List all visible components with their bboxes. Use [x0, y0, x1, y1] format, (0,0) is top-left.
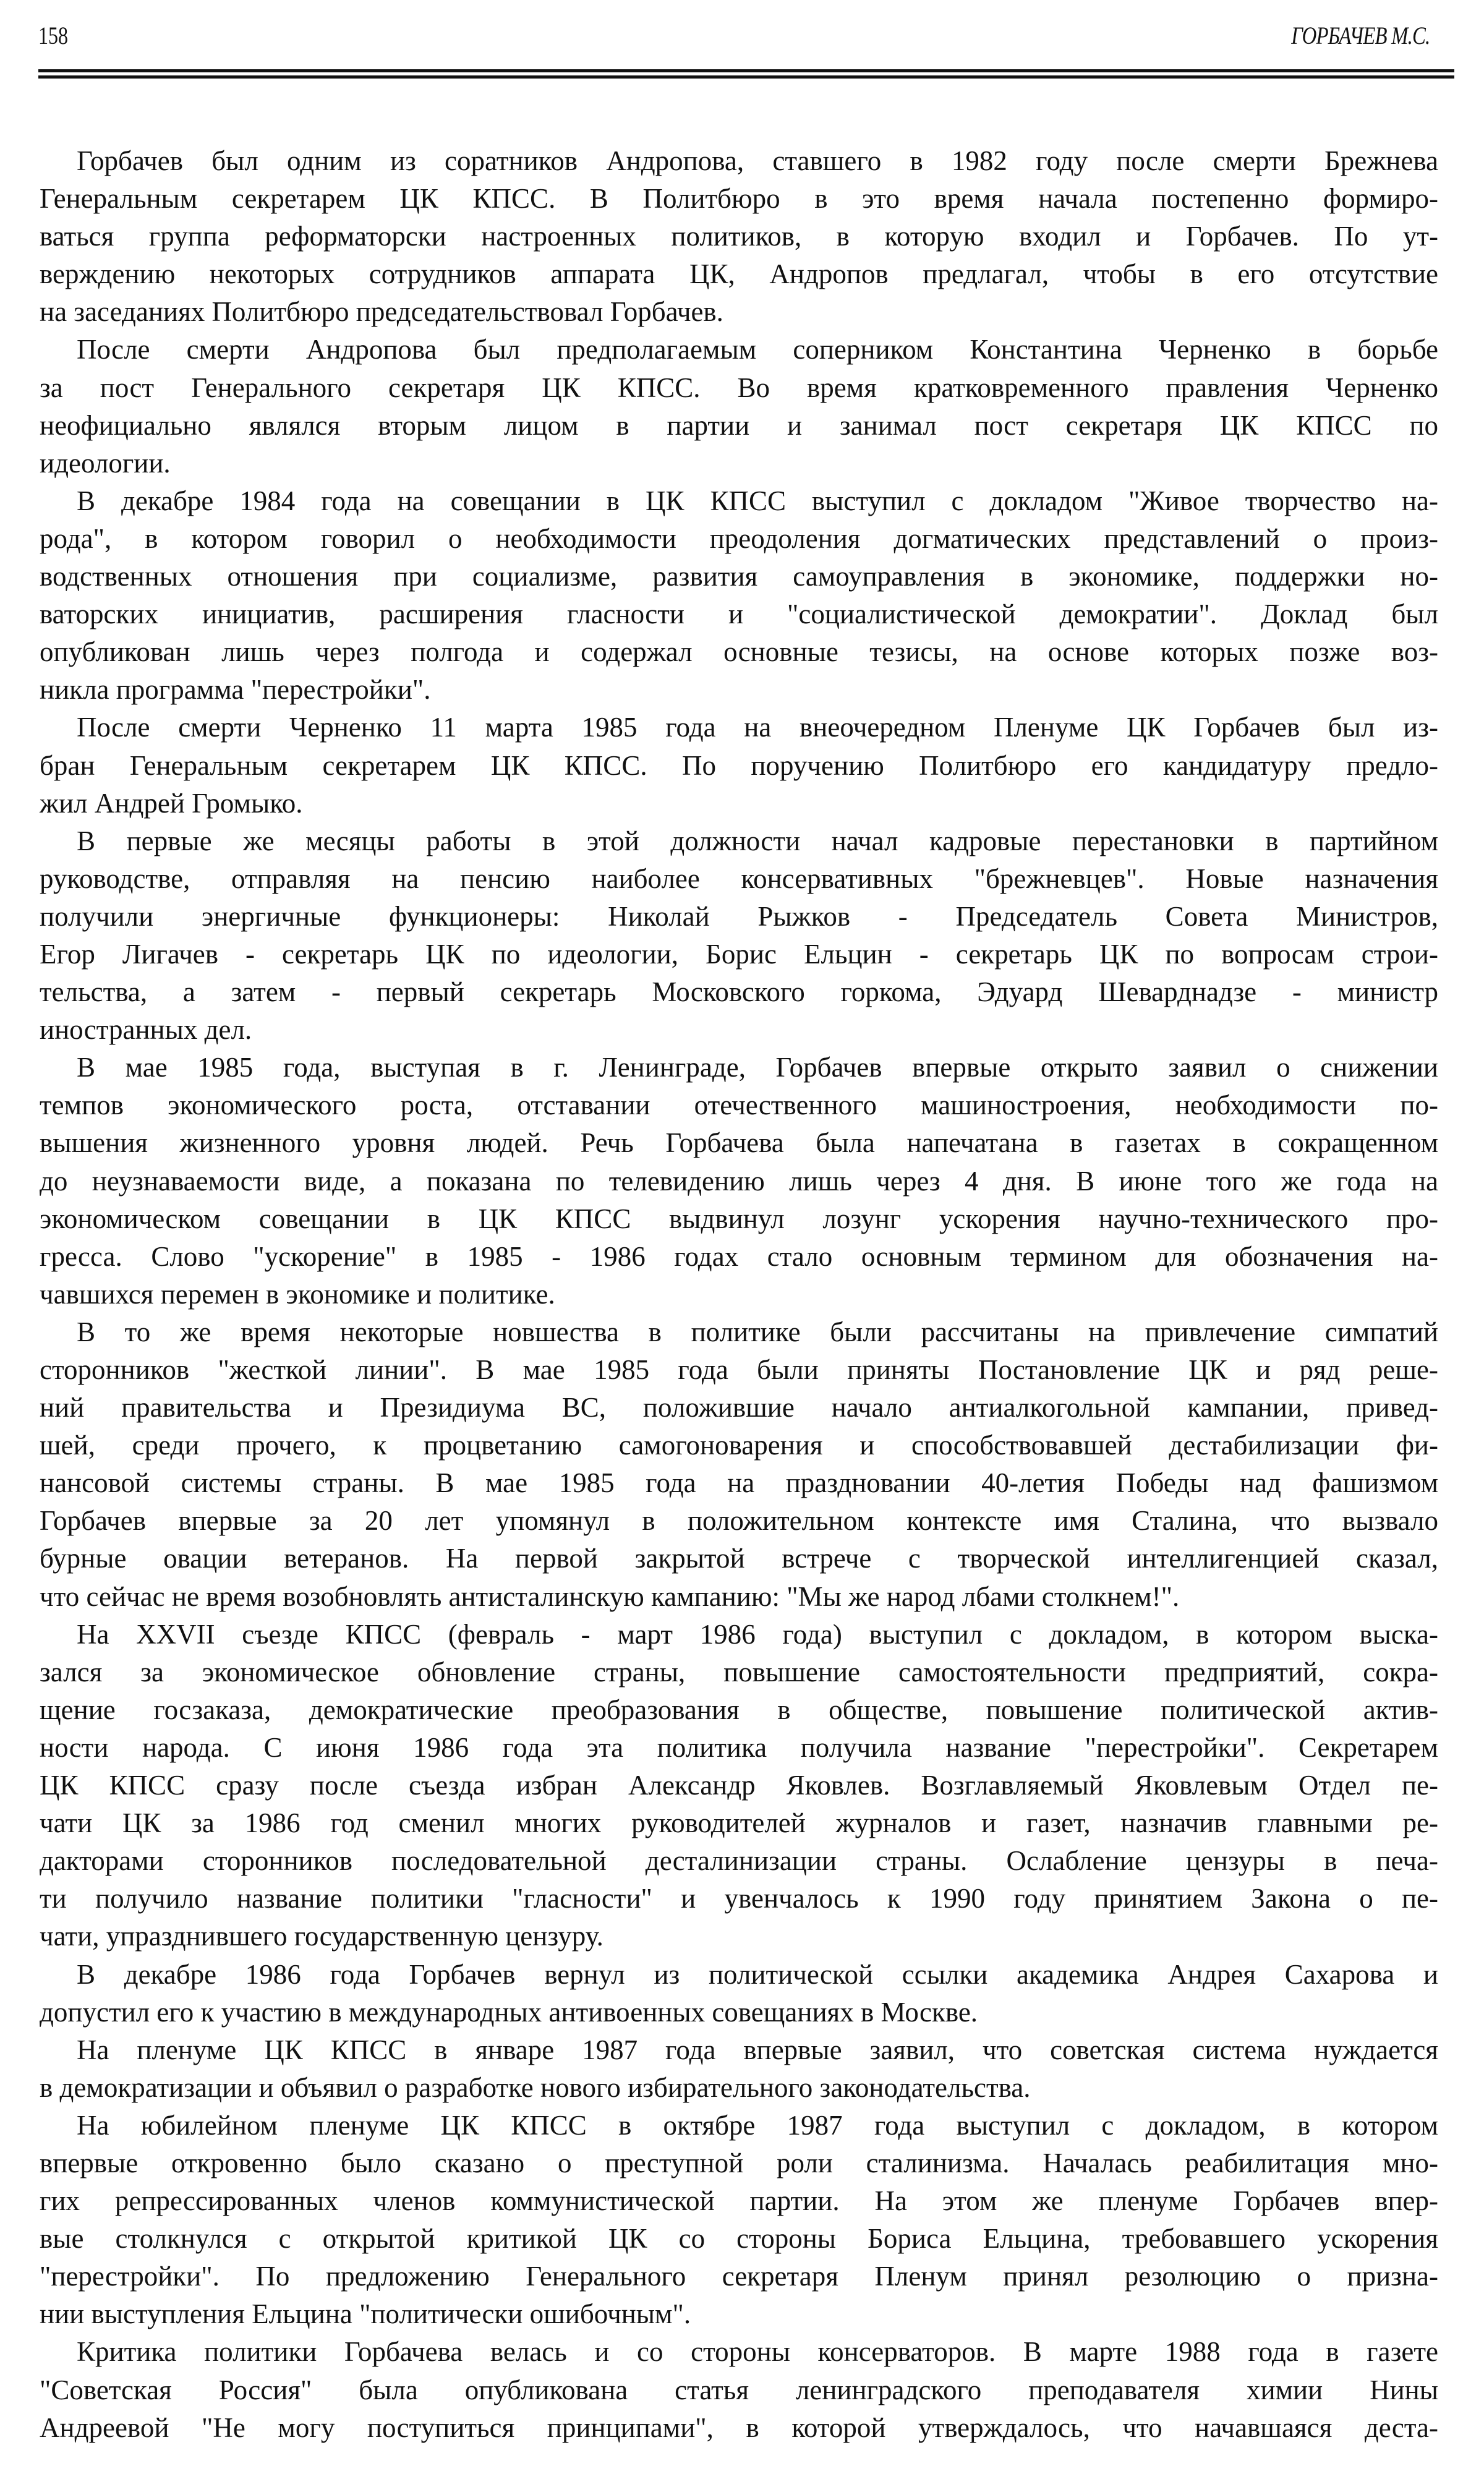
text-line: Горбачев был одним из соратников Андропова, ставшего в 1982 году после смерти Брежнева — [77, 145, 1438, 176]
text-line: В то же время некоторые новшества в политике были рассчитаны на привлечение симпатий — [77, 1316, 1438, 1347]
text-line: бурные овации ветеранов. На первой закрытой встрече с творческой интеллигенцией сказал, — [40, 1543, 1438, 1574]
paragraph — [40, 709, 1438, 822]
text-line: ваться группа реформаторски настроенных политиков, в которую входил и Горбачев. По ут- — [40, 221, 1438, 252]
text-line: В мае 1985 года, выступая в г. Ленинграде, Горбачев впервые открыто заявил о снижении — [77, 1052, 1438, 1083]
text-line: Генеральным секретарем ЦК КПСС. В Политбюро в это время начала постепенно формиро- — [40, 183, 1438, 215]
text-line: дакторами сторонников последовательной десталинизации страны. Ослабление цензуры в печа- — [40, 1845, 1438, 1877]
text-line: ваторских инициатив, расширения гласности и "социалистической демократии". Доклад был — [40, 599, 1438, 630]
paragraph — [40, 331, 1438, 482]
text-line: чавшихся перемен в экономике и политике. — [40, 1278, 555, 1310]
text-line: темпов экономического роста, отставании отечественного машиностроения, необходимости по- — [40, 1090, 1438, 1121]
running-title: ГОРБАЧЕВ М.С. — [1290, 22, 1430, 49]
text-line: "перестройки". По предложению Генерального секретаря Пленум принял резолюцию о призна- — [40, 2261, 1438, 2292]
text-line: чати ЦК за 1986 год сменил многих руководителей журналов и газет, назначив главными ре- — [40, 1807, 1438, 1839]
text-line: Критика политики Горбачева велась и со стороны консерваторов. В марте 1988 года в газете — [77, 2336, 1438, 2368]
text-line: На XXVII съезде КПСС (февраль - март 1986 года) выступил с докладом, в котором выска- — [77, 1618, 1438, 1650]
text-line: нии выступления Ельцина "политически ошибочным". — [40, 2298, 691, 2330]
text-line: руководстве, отправляя на пенсию наиболее консервативных "брежневцев". Новые назначения — [40, 863, 1438, 894]
text-line: до неузнаваемости виде, а показана по телевидению лишь через 4 дня. В июне того же года на — [40, 1165, 1438, 1197]
text-line: ЦК КПСС сразу после съезда избран Александр Яковлев. Возглавляемый Яковлевым Отдел пе- — [40, 1770, 1438, 1801]
text-line: жил Андрей Громыко. — [40, 787, 303, 819]
text-line: за пост Генерального секретаря ЦК КПСС. Во время кратковременного правления Черненко — [40, 372, 1438, 403]
paragraph — [40, 1956, 1438, 2031]
paragraph — [40, 482, 1438, 709]
text-line: опубликован лишь через полгода и содержал основные тезисы, на основе которых позже воз- — [40, 636, 1438, 668]
text-line: тельства, а затем - первый секретарь Московского горкома, Эдуард Шеварднадзе - министр — [40, 976, 1438, 1008]
text-line: После смерти Андропова был предполагаемым соперником Константина Черненко в борьбе — [77, 334, 1438, 365]
text-line: ти получило название политики "гласности" и увенчалось к 1990 году принятием Закона о пе- — [40, 1883, 1438, 1914]
text-line: водственных отношения при социализме, развития самоуправления в экономике, поддержки но- — [40, 561, 1438, 592]
paragraph — [40, 1049, 1438, 1313]
text-line: Андреевой "Не могу поступиться принципами", в которой утверждалось, что начавшаяся деста- — [40, 2412, 1438, 2443]
text-line: на заседаниях Политбюро председательствовал Горбачев. — [40, 296, 723, 328]
text-line: идеологии. — [40, 447, 171, 479]
text-line: В декабре 1984 года на совещании в ЦК КПСС выступил с докладом "Живое творчество на- — [77, 485, 1438, 516]
text-line: сторонников "жесткой линии". В мае 1985 года были приняты Постановление ЦК и ряд реше- — [40, 1354, 1438, 1385]
text-line: гресса. Слово "ускорение" в 1985 - 1986 годах стало основным термином для обозначения на- — [40, 1240, 1438, 1272]
text-line: верждению некоторых сотрудников аппарата ЦК, Андропов предлагал, чтобы в его отсутствие — [40, 258, 1438, 290]
text-line: рода", в котором говорил о необходимости преодоления догматических представлений о произ- — [40, 523, 1438, 554]
text-line: вышения жизненного уровня людей. Речь Горбачева была напечатана в газетах в сокращенном — [40, 1127, 1438, 1159]
paragraph — [40, 2107, 1438, 2334]
text-line: получили энергичные функционеры: Николай Рыжков - Председатель Совета Министров, — [40, 900, 1438, 932]
text-line: После смерти Черненко 11 марта 1985 года на внеочередном Пленуме ЦК Горбачев был из- — [77, 712, 1438, 743]
text-line: "Советская Россия" была опубликована статья ленинградского преподавателя химии Нины — [40, 2374, 1438, 2405]
header-rule-top — [38, 69, 1454, 72]
text-line: В декабре 1986 года Горбачев вернул из политической ссылки академика Андрея Сахарова и — [77, 1958, 1438, 1990]
paragraph — [40, 2333, 1438, 2446]
paragraph — [40, 1616, 1438, 1956]
text-line: В первые же месяцы работы в этой должности начал кадровые перестановки в партийном — [77, 825, 1438, 856]
text-line: щение госзаказа, демократические преобразования в обществе, повышение политической актив- — [40, 1694, 1438, 1725]
paragraph — [40, 822, 1438, 1049]
text-line: никла программа "перестройки". — [40, 674, 431, 706]
paragraph — [40, 2031, 1438, 2107]
paragraph — [40, 1313, 1438, 1616]
text-line: гих репрессированных членов коммунистической партии. На этом же пленуме Горбачев впер- — [40, 2185, 1438, 2217]
text-line: иностранных дел. — [40, 1014, 252, 1046]
body-text — [40, 142, 1438, 2447]
text-line: ности народа. С июня 1986 года эта политика получила название "перестройки". Секретарем — [40, 1731, 1438, 1763]
text-line: шей, среди прочего, к процветанию самогоноварения и способствовавшей дестабилизации фи- — [40, 1430, 1438, 1461]
text-line: впервые откровенно было сказано о преступной роли сталинизма. Началась реабилитация мно- — [40, 2147, 1438, 2178]
text-line: На пленуме ЦК КПСС в январе 1987 года впервые заявил, что советская система нуждается — [77, 2034, 1438, 2065]
text-line: неофициально являлся вторым лицом в партии и занимал пост секретаря ЦК КПСС по — [40, 409, 1438, 441]
text-line: Егор Лигачев - секретарь ЦК по идеологии, Борис Ельцин - секретарь ЦК по вопросам строи- — [40, 938, 1438, 970]
text-line: экономическом совещании в ЦК КПСС выдвинул лозунг ускорения научно-технического про- — [40, 1203, 1438, 1234]
text-line: На юбилейном пленуме ЦК КПСС в октябре 1987 года выступил с докладом, в котором — [77, 2109, 1438, 2141]
text-line: Горбачев впервые за 20 лет упомянул в положительном контексте имя Сталина, что вызвало — [40, 1505, 1438, 1537]
text-line: ний правительства и Президиума ВС, положившие начало антиалкогольной кампании, привед- — [40, 1392, 1438, 1423]
text-line: в демократизации и объявил о разработке нового избирательного законодательства. — [40, 2072, 1031, 2103]
text-line: что сейчас не время возобновлять антисталинскую кампанию: "Мы же народ лбами столкнем!". — [40, 1581, 1180, 1612]
header-rule-bottom — [38, 75, 1454, 79]
text-line: вые столкнулся с открытой критикой ЦК со стороны Бориса Ельцина, требовавшего ускорения — [40, 2223, 1438, 2255]
text-line: нансовой системы страны. В мае 1985 года на праздновании 40-летия Победы над фашизмом — [40, 1467, 1438, 1499]
text-line: бран Генеральным секретарем ЦК КПСС. По поручению Политбюро его кандидатуру предло- — [40, 749, 1438, 781]
text-line: зался за экономическое обновление страны, повышение самостоятельности предприятий, сокра- — [40, 1656, 1438, 1688]
paragraph — [40, 142, 1438, 331]
text-line: допустил его к участию в международных антивоенных совещаниях в Москве. — [40, 1996, 978, 2028]
text-line: чати, упразднившего государственную цензуру. — [40, 1921, 603, 1952]
page-number: 158 — [38, 22, 68, 49]
